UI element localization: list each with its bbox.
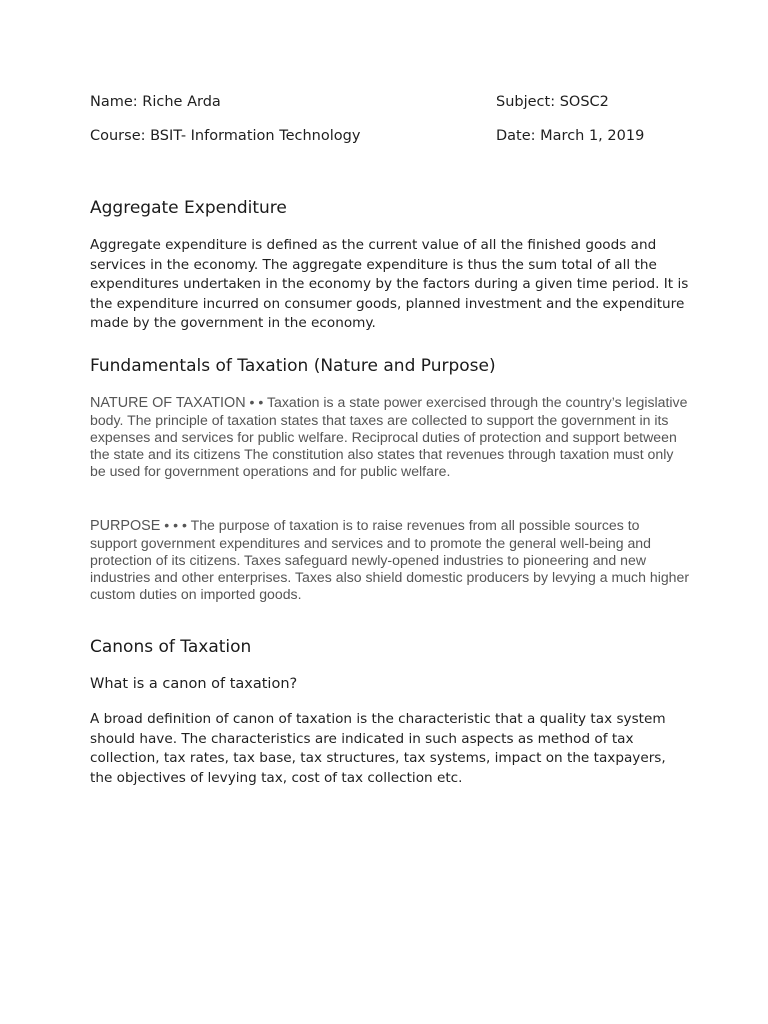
aggregate-heading: Aggregate Expenditure (90, 198, 287, 218)
header-row-2 (90, 128, 710, 144)
purpose-lead: PURPOSE (90, 518, 161, 534)
header-row-1 (90, 94, 710, 110)
canons-heading: Canons of Taxation (90, 637, 252, 657)
nature-body: • • Taxation is a state power exercised through the country’s legislative body. The principle of taxation states that taxes are collected to support the government in its expenses and services for public welfare. Reciprocal duties of protection and support between the state and its citizens The constitution also states that revenues through taxation must only be used for government operations and for public welfare. (90, 394, 688, 479)
fundamentals-heading: Fundamentals of Taxation (Nature and Purpose) (90, 356, 496, 376)
purpose-body: • • • The purpose of taxation is to raise revenues from all possible sources to support government expenditures and services and to promote the general well-being and protection of its citizens. Taxes safeguard newly-opened industries to pioneering and new industries and other enterprises. Taxes also shield domestic producers by levying a much higher custom duties on imported goods. (90, 517, 690, 602)
purpose-paragraph (90, 517, 690, 603)
canons-paragraph: A broad definition of canon of taxation is the characteristic that a quality tax system should have. The characteristics are indicated in such aspects as method of tax collection, tax rates, tax base, tax structures, tax systems, impact on the taxpayers, the objectives of levying tax, cost of tax collection etc. (90, 711, 666, 786)
canons-question: What is a canon of taxation? (90, 676, 298, 692)
student-name: Name: Riche Arda (90, 94, 221, 110)
subject: Subject: SOSC2 (496, 94, 609, 110)
date: Date: March 1, 2019 (496, 128, 645, 144)
nature-paragraph (90, 394, 690, 480)
nature-lead: NATURE OF TAXATION (90, 395, 246, 411)
aggregate-paragraph: Aggregate expenditure is defined as the current value of all the finished goods and services in the economy. The aggregate expenditure is thus the sum total of all the expenditures undertaken in the economy by the factors during a given time period. It is the expenditure incurred on consumer goods, planned investment and the expenditure made by the government in the economy. (90, 237, 689, 332)
course: Course: BSIT- Information Technology (90, 128, 361, 144)
